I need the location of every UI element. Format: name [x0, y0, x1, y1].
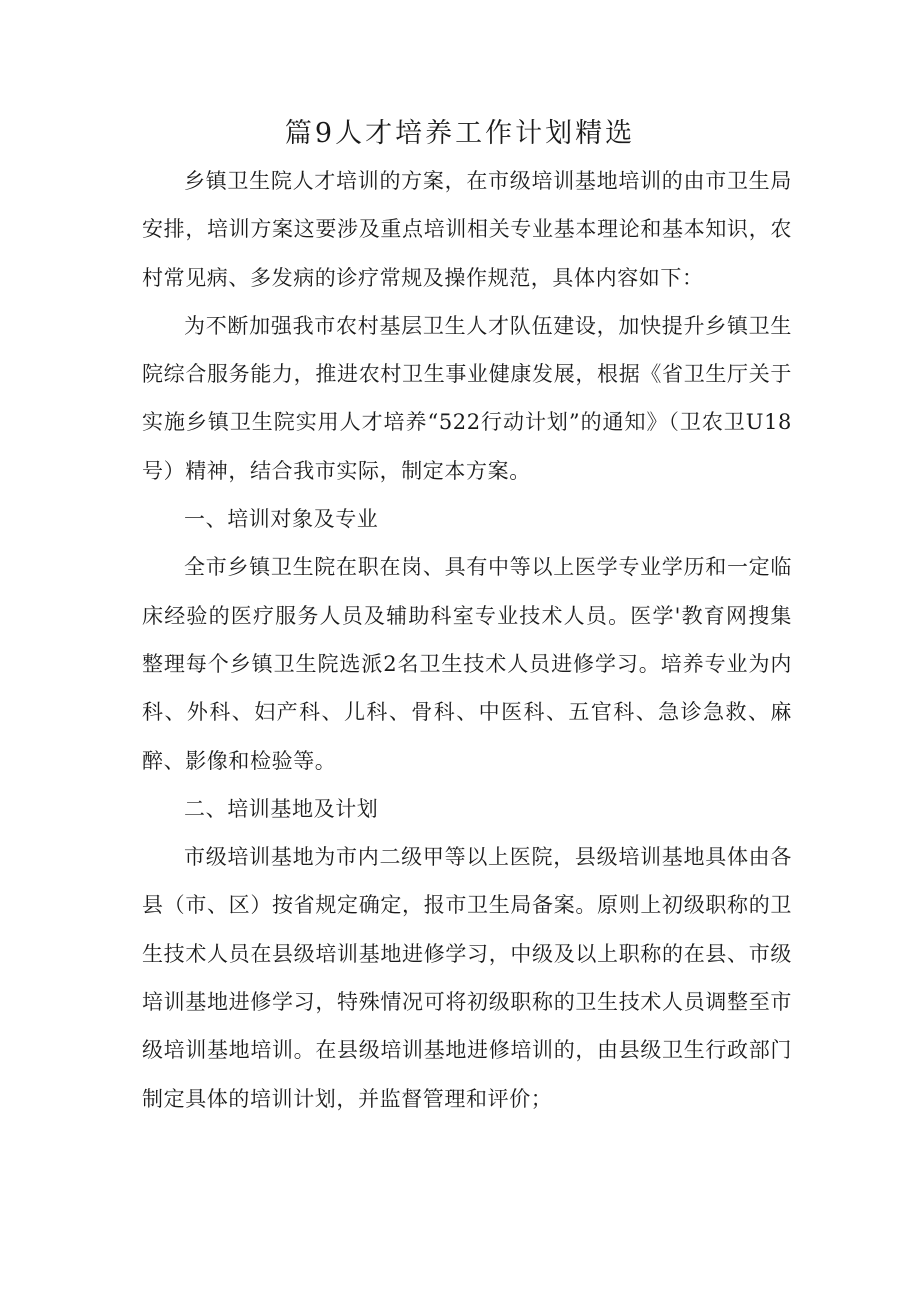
document-title: 篇9人才培养工作计划精选 — [284, 118, 636, 149]
trainees-paragraph: 全市乡镇卫生院在职在岗、具有中等以上医学专业学历和一定临床经验的医疗服务人员及辅助科室专业技术人员。医学'教育网搜集整理每个乡镇卫生院选派2名卫生技术人员进修学习。培养专业为内科、外科、妇产科、儿科、骨科、中医科、五官科、急诊急救、麻醉、影像和检验等。 — [142, 555, 792, 773]
document-body — [142, 157, 792, 1123]
section-heading-trainees: 一、培训对象及专业 — [184, 507, 379, 532]
intro-paragraph: 乡镇卫生院人才培训的方案，在市级培训基地培训的由市卫生局安排，培训方案这要涉及重点培训相关专业基本理论和基本知识，农村常见病、多发病的诊疗常规及操作规范，具体内容如下： — [142, 169, 792, 290]
bases-paragraph: 市级培训基地为市内二级甲等以上医院，县级培训基地具体由各县（市、区）按省规定确定，报市卫生局备案。原则上初级职称的卫生技术人员在县级培训基地进修学习，中级及以上职称的在县、市级培训基地进修学习，特殊情况可将初级职称的卫生技术人员调整至市级培训基地培训。在县级培训基地进修培训的，由县级卫生行政部门制定具体的培训计划，并监督管理和评价； — [142, 845, 792, 1111]
section-heading-bases: 二、培训基地及计划 — [184, 796, 379, 821]
background-paragraph: 为不断加强我市农村基层卫生人才队伍建设，加快提升乡镇卫生院综合服务能力，推进农村卫生事业健康发展，根据《省卫生厅关于实施乡镇卫生院实用人才培养“522行动计划”的通知》（卫农卫U18号）精神，结合我市实际，制定本方案。 — [142, 313, 792, 483]
